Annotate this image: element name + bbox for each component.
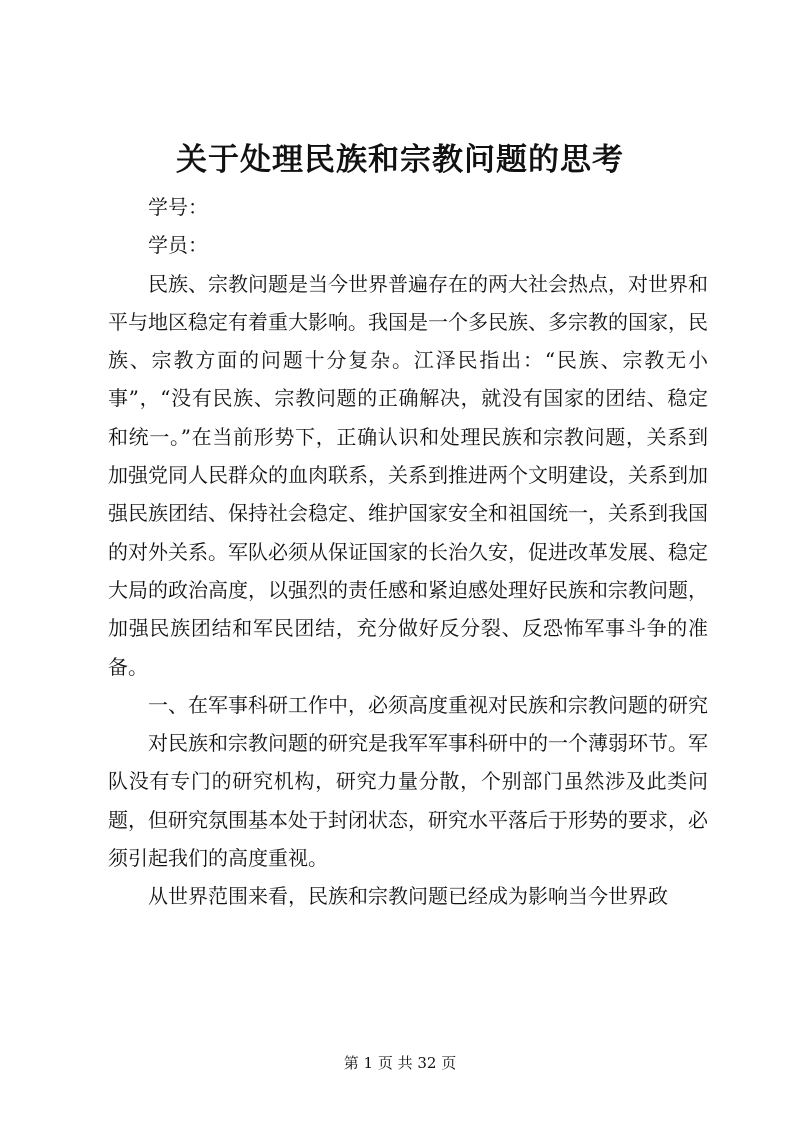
section-heading-1: 一、在军事科研工作中，必须高度重视对民族和宗教问题的研究 [148, 692, 708, 717]
student-name-field: 学员： [148, 233, 208, 258]
document-body [108, 188, 708, 916]
page-number-label: 第 1 页 共 32 页 [343, 1054, 457, 1072]
page-footer [0, 1052, 800, 1073]
paragraph-world-view: 从世界范围来看，民族和宗教问题已经成为影响当今世界政 [148, 884, 668, 909]
document-title: 关于处理民族和宗教问题的思考 [176, 142, 624, 178]
student-number-field: 学号： [148, 195, 208, 219]
paragraph-intro: 民族、宗教问题是当今世界普遍存在的两大社会热点，对世界和平与地区稳定有着重大影响。我国是一个多民族、多宗教的国家，民族、宗教方面的问题十分复杂。江泽民指出：“民族、宗教无小事”，“没有民族、宗教问题的正确解决，就没有国家的团结、稳定和统一。”在当前形势下，正确认识和处理民族和宗教问题，关系到加强党同人民群众的血肉联系，关系到推进两个文明建设，关系到加强民族团结、保持社会稳定、维护国家安全和祖国统一，关系到我国的对外关系。军队必须从保证国家的长治久安，促进改革发展、稳定大局的政治高度，以强烈的责任感和紧迫感处理好民族和宗教问题，加强民族团结和军民团结，充分做好反分裂、反恐怖军事斗争的准备。 [108, 271, 708, 679]
paragraph-section-1: 对民族和宗教问题的研究是我军军事科研中的一个薄弱环节。军队没有专门的研究机构，研究力量分散，个别部门虽然涉及此类问题，但研究氛围基本处于封闭状态，研究水平落后于形势的要求，必须引起我们的高度重视。 [108, 731, 708, 871]
